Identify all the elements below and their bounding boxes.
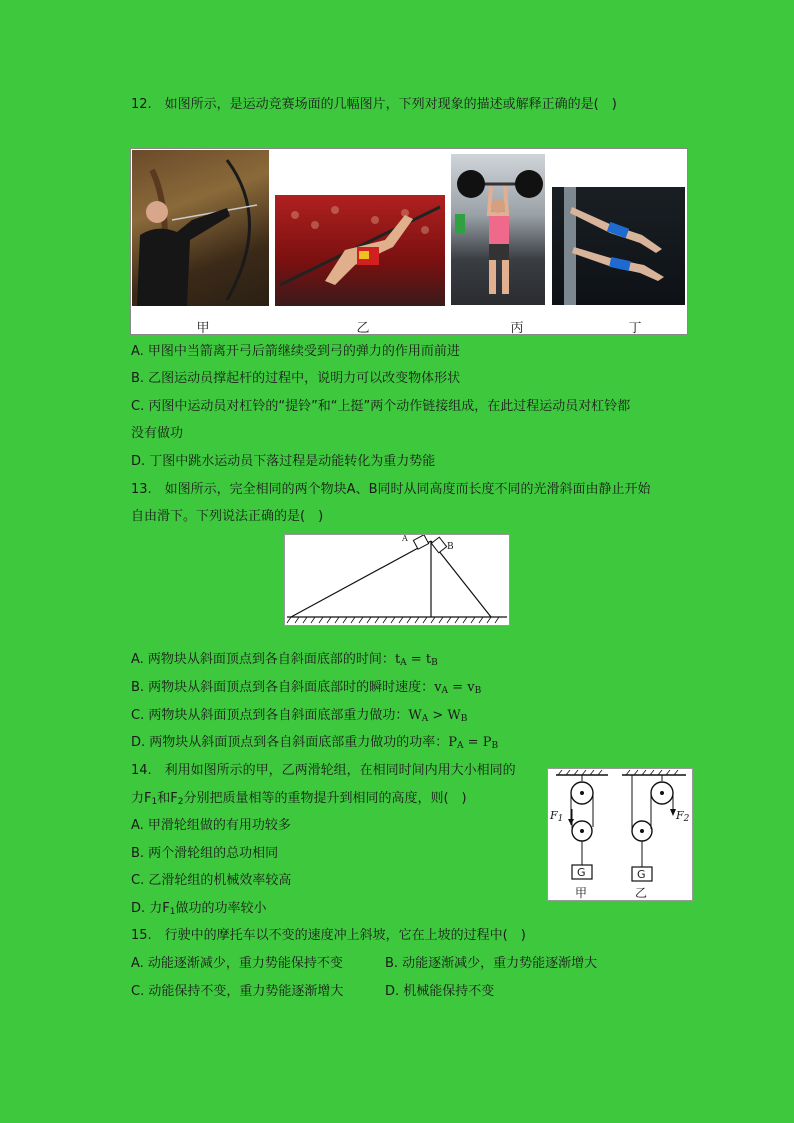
q13-option-a: A. 两物块从斜面顶点到各自斜面底部的时间：$t_A = t_B$ bbox=[131, 652, 438, 668]
question-13-stem-cont: 自由滑下。下列说法正确的是( ) bbox=[131, 509, 324, 524]
weightlifting-photo bbox=[451, 154, 545, 305]
question-14-stem: 14. 利用如图所示的甲，乙两滑轮组，在相同时间内用大小相同的 bbox=[131, 763, 516, 778]
q13-option-b: B. 两物块从斜面顶点到各自斜面底部时的瞬时速度：$v_A = v_B$ bbox=[131, 680, 482, 696]
q14-option-d: D. 力$F_1$做功的功率较小 bbox=[131, 901, 267, 917]
q14-option-a: A. 甲滑轮组做的有用功较多 bbox=[131, 818, 291, 833]
weight-g-left: G bbox=[577, 866, 586, 879]
caption-ding: 丁 bbox=[628, 321, 642, 336]
q13-option-d: D. 两物块从斜面顶点到各自斜面底部重力做功的功率：$P_A = P_B$ bbox=[131, 735, 499, 751]
q15-option-b: B. 动能逐渐减少，重力势能逐渐增大 bbox=[385, 956, 598, 971]
pole-vault-photo bbox=[275, 195, 445, 306]
q12-option-b: B. 乙图运动员撑起杆的过程中，说明力可以改变物体形状 bbox=[131, 371, 461, 386]
question-15-stem: 15. 行驶中的摩托车以不变的速度冲上斜坡，它在上坡的过程中( ) bbox=[131, 928, 526, 943]
caption-jia: 甲 bbox=[196, 321, 210, 336]
q12-option-d: D. 丁图中跳水运动员下落过程是动能转化为重力势能 bbox=[131, 454, 436, 469]
f1-label: $F_1$ bbox=[550, 809, 564, 824]
incline-figure bbox=[284, 534, 510, 626]
q15-option-d: D. 机械能保持不变 bbox=[385, 984, 495, 999]
caption-bing: 丙 bbox=[510, 321, 524, 336]
pulley-caption-yi: 乙 bbox=[635, 886, 648, 900]
q12-figure bbox=[130, 148, 688, 335]
question-12-stem: 12. 如图所示，是运动竞赛场面的几幅图片，下列对现象的描述或解释正确的是( ) bbox=[131, 97, 617, 112]
question-14-stem-cont: 力$F_1$和$F_2$分别把质量相等的重物提升到相同的高度，则( ) bbox=[131, 791, 467, 807]
weight-g-right: G bbox=[637, 868, 646, 881]
pulley-caption-jia: 甲 bbox=[575, 886, 588, 900]
f2-label: $F_2$ bbox=[676, 809, 690, 824]
block-a-label: A bbox=[402, 534, 408, 543]
q12-option-c: C. 丙图中运动员对杠铃的“提铃”和“上挺”两个动作链接组成，在此过程运动员对杠铃都 bbox=[131, 399, 631, 414]
pulley-figure bbox=[547, 768, 693, 901]
q14-option-c: C. 乙滑轮组的机械效率较高 bbox=[131, 873, 292, 888]
q12-option-a: A. 甲图中当箭离开弓后箭继续受到弓的弹力的作用而前进 bbox=[131, 344, 460, 359]
archery-photo bbox=[132, 150, 269, 306]
q15-option-a: A. 动能逐渐减少，重力势能保持不变 bbox=[131, 956, 343, 971]
caption-yi: 乙 bbox=[356, 321, 370, 336]
block-b-label: B bbox=[447, 542, 454, 552]
q12-option-c-cont: 没有做功 bbox=[131, 426, 184, 441]
q15-option-c: C. 动能保持不变，重力势能逐渐增大 bbox=[131, 984, 344, 999]
question-13-stem: 13. 如图所示，完全相同的两个物块A、B同时从同高度而长度不同的光滑斜面由静止开始 bbox=[131, 482, 651, 497]
q13-option-c: C. 两物块从斜面顶点到各自斜面底部重力做功：$W_A > W_B$ bbox=[131, 708, 468, 724]
diving-photo bbox=[552, 187, 685, 305]
q14-option-b: B. 两个滑轮组的总功相同 bbox=[131, 846, 279, 861]
